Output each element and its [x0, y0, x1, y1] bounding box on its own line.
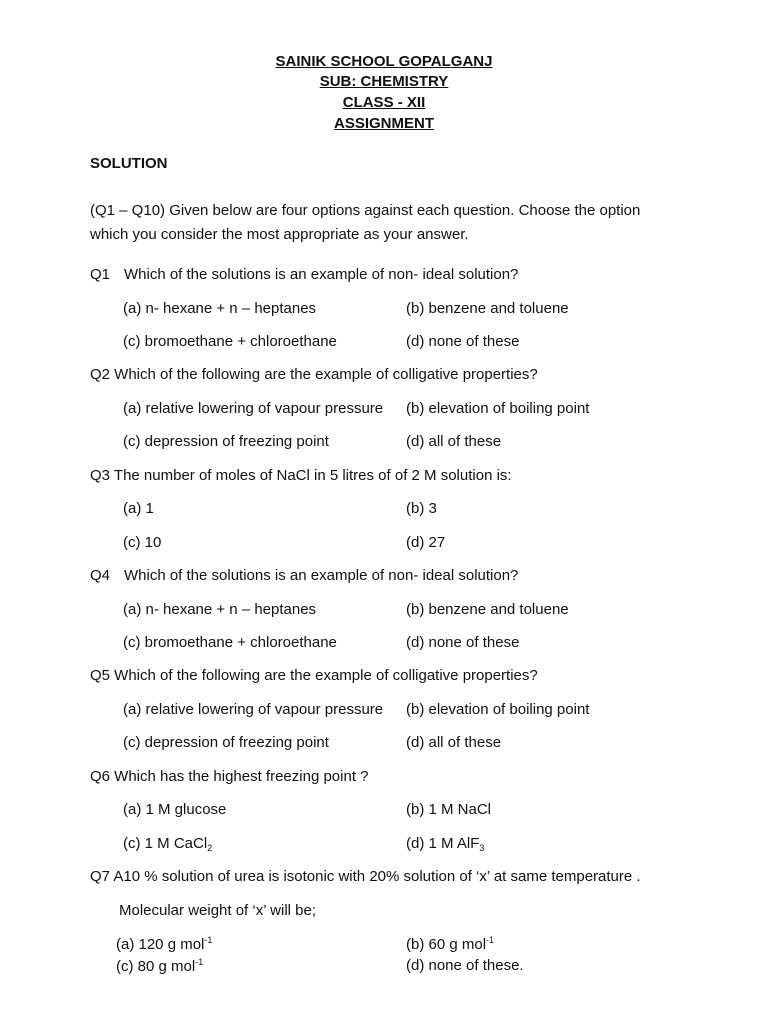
- q6-option-d: (d) 1 M AlF$_3$: [406, 835, 485, 853]
- q1-option-c: (c) bromoethane + chloroethane: [123, 333, 337, 350]
- section-title: SOLUTION: [90, 155, 168, 172]
- q2-option-b: (b) elevation of boiling point: [406, 400, 590, 417]
- q4-option-c: (c) bromoethane + chloroethane: [123, 634, 337, 651]
- q5-option-c: (c) depression of freezing point: [123, 734, 329, 751]
- q3-option-a: (a) 1: [123, 500, 154, 517]
- q7-option-c: (c) 80 g mol$^{-1}$: [116, 957, 204, 975]
- assignment-title: ASSIGNMENT: [333, 115, 434, 132]
- school-name: SAINIK SCHOOL GOPALGANJ: [275, 53, 493, 70]
- q2-option-d: (d) all of these: [406, 433, 502, 450]
- q3-option-d: (d) 27: [406, 534, 446, 551]
- q1-option-a: (a) n- hexane + n – heptanes: [123, 300, 317, 317]
- q2-option-c: (c) depression of freezing point: [123, 433, 329, 450]
- q3-option-c: (c) 10: [123, 534, 162, 551]
- q4-option-b: (b) benzene and toluene: [406, 601, 569, 618]
- q3-text: Q3 The number of moles of NaCl in 5 litres of of 2 M solution is:: [90, 467, 512, 484]
- q7-option-d: (d) none of these.: [406, 957, 524, 974]
- q7-text-line-2: Molecular weight of ‘x’ will be;: [119, 902, 317, 919]
- q6-option-b: (b) 1 M NaCl: [406, 801, 492, 818]
- q1-option-d: (d) none of these: [406, 333, 520, 350]
- q7-option-b: (b) 60 g mol$^{-1}$: [406, 935, 495, 953]
- q1-option-b: (b) benzene and toluene: [406, 300, 569, 317]
- q4-number: Q4: [90, 567, 111, 584]
- q5-option-a: (a) relative lowering of vapour pressure: [123, 701, 384, 718]
- q4-option-a: (a) n- hexane + n – heptanes: [123, 601, 317, 618]
- q1-number: Q1: [90, 266, 111, 283]
- class-line: CLASS - XII: [342, 94, 426, 111]
- q1-text: Which of the solutions is an example of non- ideal solution?: [124, 266, 519, 283]
- q3-option-b: (b) 3: [406, 500, 437, 517]
- q6-text: Q6 Which has the highest freezing point ?: [90, 768, 369, 785]
- q5-option-d: (d) all of these: [406, 734, 502, 751]
- q2-option-a: (a) relative lowering of vapour pressure: [123, 400, 384, 417]
- q7-option-a: (a) 120 g mol$^{-1}$: [116, 935, 213, 953]
- q7-text: Q7 A10 % solution of urea is isotonic with 20% solution of ‘x’ at same temperature .: [90, 868, 641, 885]
- q2-text: Q2 Which of the following are the example of colligative properties?: [90, 366, 538, 383]
- q6-option-c: (c) 1 M CaCl$_2$: [123, 835, 213, 853]
- subject-line: SUB: CHEMISTRY: [319, 73, 449, 90]
- instructions-line-1: (Q1 – Q10) Given below are four options against each question. Choose the option: [90, 202, 641, 219]
- instructions-line-2: which you consider the most appropriate as your answer.: [90, 226, 469, 243]
- q4-text: Which of the solutions is an example of non- ideal solution?: [124, 567, 519, 584]
- q4-option-d: (d) none of these: [406, 634, 520, 651]
- q5-option-b: (b) elevation of boiling point: [406, 701, 590, 718]
- q5-text: Q5 Which of the following are the example of colligative properties?: [90, 667, 538, 684]
- q6-option-a: (a) 1 M glucose: [123, 801, 227, 818]
